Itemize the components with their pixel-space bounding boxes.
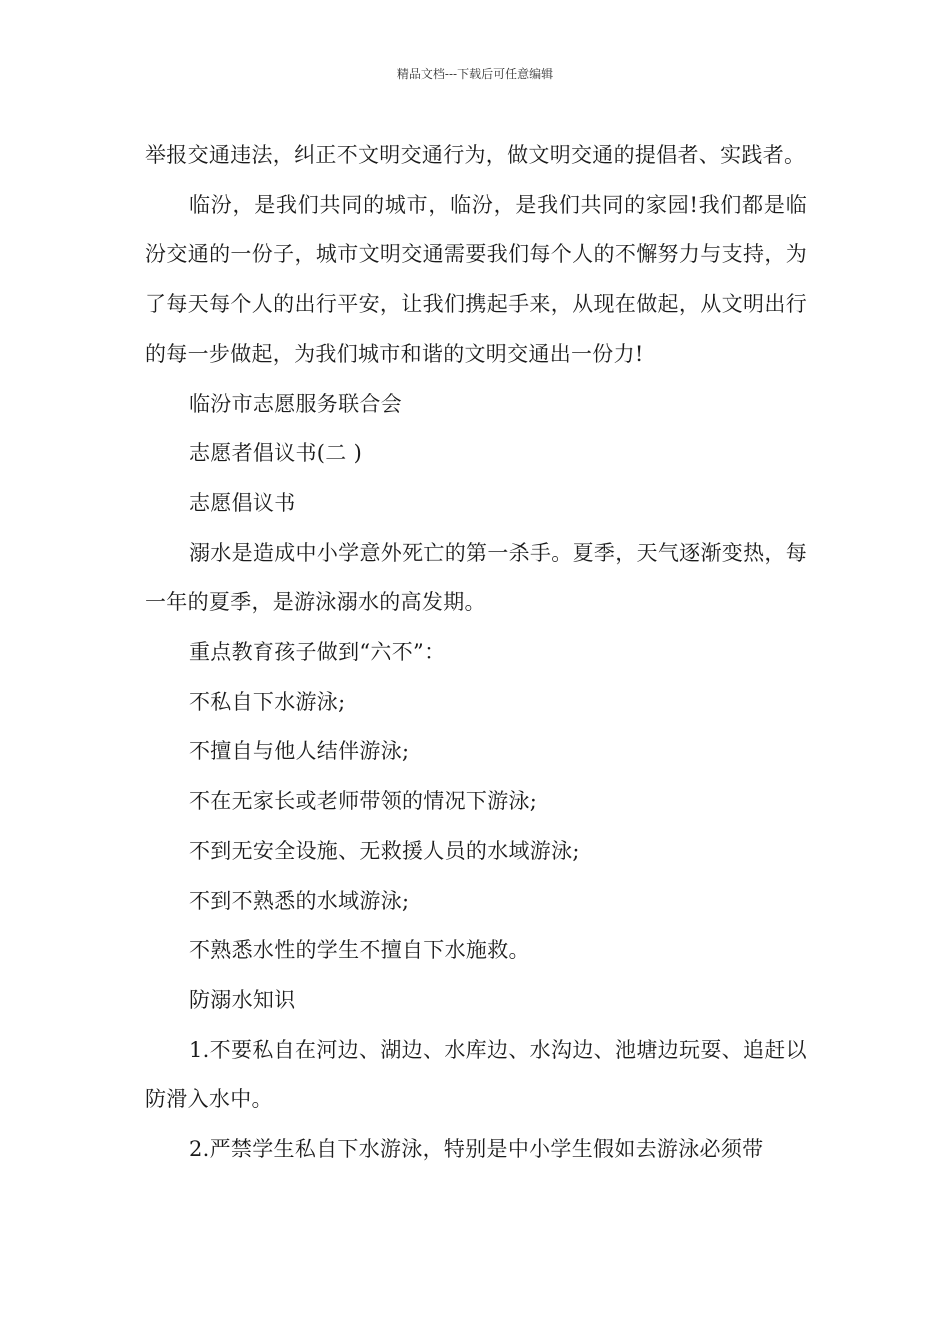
rule-item: 不擅自与他人结伴游泳; [189, 739, 410, 764]
paragraph-drowning-intro: 溺水是造成中小学意外死亡的第一杀手。夏季，天气逐渐变热，每一年的夏季，是游泳溺水的高发期。 [145, 540, 807, 615]
paragraph-linfen-appeal: 临汾，是我们共同的城市，临汾，是我们共同的家园!我们都是临汾交通的一份子，城市文明交通需要我们每个人的不懈努力与支持，为了每天每个人的出行平安，让我们携起手来，从现在做起，从文明出行的每一步做起，为我们城市和谐的文明交通出一份力! [145, 192, 807, 366]
rule-item: 不到不熟悉的水域游泳; [189, 888, 410, 913]
knowledge-item-1: 1.不要私自在河边、湖边、水库边、水沟边、池塘边玩耍、追赶以防滑入水中。 [145, 1037, 807, 1112]
rule-item: 不在无家长或老师带领的情况下游泳; [189, 789, 538, 814]
paragraph-six-rules-heading: 重点教育孩子做到“六不”： [189, 640, 446, 665]
document-subtitle: 志愿倡议书 [189, 490, 296, 515]
paragraph-signature: 临汾市志愿服务联合会 [189, 391, 402, 416]
rule-item: 不熟悉水性的学生不擅自下水施救。 [189, 938, 530, 963]
section-title: 志愿者倡议书(二 ) [189, 441, 363, 466]
knowledge-heading: 防溺水知识 [189, 987, 296, 1012]
document-body [145, 131, 807, 1175]
knowledge-item-2: 2.严禁学生私自下水游泳，特别是中小学生假如去游泳必须带 [189, 1137, 764, 1162]
paragraph-continuation: 举报交通违法，纠正不文明交通行为，做文明交通的提倡者、实践者。 [145, 143, 806, 167]
rule-item: 不到无安全设施、无救援人员的水域游泳; [189, 838, 580, 863]
rule-item: 不私自下水游泳; [189, 689, 346, 714]
page-header: 精品文档---下载后可任意编辑 [396, 67, 554, 81]
